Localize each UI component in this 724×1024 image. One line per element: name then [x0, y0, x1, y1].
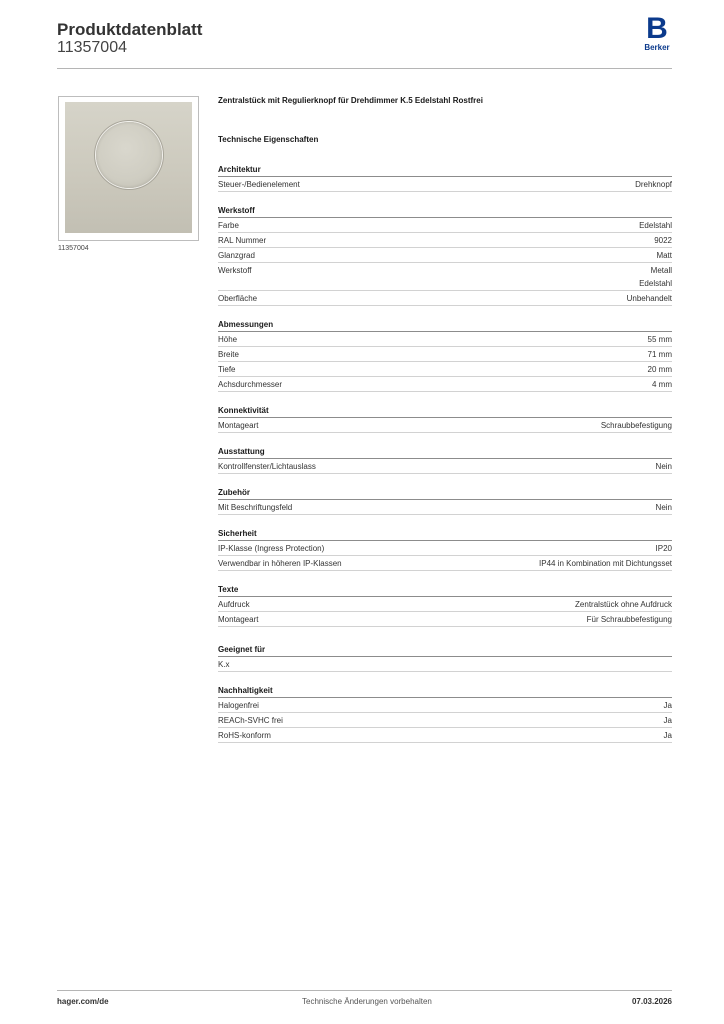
property-label: RoHS-konform	[218, 731, 271, 740]
property-value: Drehknopf	[635, 180, 672, 189]
product-details	[218, 96, 672, 753]
property-value: 9022	[654, 236, 672, 245]
property-row	[218, 177, 672, 192]
property-value: Ja	[663, 701, 672, 710]
property-row	[218, 377, 672, 392]
property-label: Werkstoff	[218, 266, 252, 275]
section-9	[218, 682, 672, 743]
property-row	[218, 541, 672, 556]
property-row	[218, 248, 672, 263]
property-label: Steuer-/Bedienelement	[218, 180, 300, 189]
property-row	[218, 556, 672, 571]
property-row	[218, 500, 672, 515]
property-label: Montageart	[218, 421, 259, 430]
article-number: 11357004	[57, 39, 127, 56]
property-row	[218, 233, 672, 248]
property-label: K.x	[218, 660, 230, 669]
property-value: Ja	[663, 716, 672, 725]
section-heading: Geeignet für	[218, 641, 672, 657]
section-heading: Konnektivität	[218, 402, 672, 418]
section-7	[218, 581, 672, 627]
footer-website[interactable]: hager.com/de	[57, 997, 109, 1006]
property-value: 20 mm	[647, 365, 672, 374]
property-label: Halogenfrei	[218, 701, 259, 710]
technical-properties-title: Technische Eigenschaften	[218, 135, 319, 144]
section-heading: Nachhaltigkeit	[218, 682, 672, 698]
property-value: Nein	[655, 462, 672, 471]
property-value: Ja	[663, 731, 672, 740]
property-label: Tiefe	[218, 365, 236, 374]
property-row	[218, 218, 672, 233]
property-label: Kontrollfenster/Lichtauslass	[218, 462, 316, 471]
property-value: Edelstahl	[639, 221, 672, 230]
property-value: IP20	[655, 544, 672, 553]
section-5	[218, 484, 672, 515]
property-row	[218, 698, 672, 713]
property-row	[218, 332, 672, 347]
property-value: IP44 in Kombination mit Dichtungsset	[539, 559, 672, 568]
section-2	[218, 316, 672, 392]
property-row	[218, 459, 672, 474]
property-label: REACh-SVHC frei	[218, 716, 283, 725]
section-0	[218, 161, 672, 192]
property-value: 4 mm	[652, 380, 672, 389]
section-1	[218, 202, 672, 306]
property-label: RAL Nummer	[218, 236, 267, 245]
footer-date: 07.03.2026	[631, 997, 672, 1006]
property-value: Matt	[656, 251, 672, 260]
property-label: IP-Klasse (Ingress Protection)	[218, 544, 325, 553]
property-row	[218, 263, 672, 291]
section-heading: Ausstattung	[218, 443, 672, 459]
section-3	[218, 402, 672, 433]
section-4	[218, 443, 672, 474]
property-row	[218, 347, 672, 362]
cover-plate	[65, 102, 192, 233]
section-heading: Architektur	[218, 161, 672, 177]
property-label: Oberfläche	[218, 294, 258, 303]
property-value: Nein	[655, 503, 672, 512]
section-heading: Texte	[218, 581, 672, 597]
property-label: Aufdruck	[218, 600, 250, 609]
property-label: Farbe	[218, 221, 239, 230]
property-value: Metall Edelstahl	[639, 266, 672, 288]
footer-divider	[57, 990, 672, 991]
property-label: Höhe	[218, 335, 238, 344]
property-label: Mit Beschriftungsfeld	[218, 503, 293, 512]
section-8	[218, 641, 672, 672]
property-row	[218, 418, 672, 433]
property-value: Unbehandelt	[626, 294, 672, 303]
property-row	[218, 597, 672, 612]
property-label: Glanzgrad	[218, 251, 255, 260]
image-caption: 11357004	[58, 245, 89, 252]
property-row	[218, 728, 672, 743]
property-label: Montageart	[218, 615, 259, 624]
footer-notice: Technische Änderungen vorbehalten	[302, 997, 432, 1006]
property-value: Zentralstück ohne Aufdruck	[575, 600, 672, 609]
property-row	[218, 291, 672, 306]
property-row	[218, 612, 672, 627]
section-heading: Werkstoff	[218, 202, 672, 218]
section-heading: Zubehör	[218, 484, 672, 500]
property-row	[218, 713, 672, 728]
property-value: Schraubbefestigung	[600, 421, 672, 430]
product-title: Zentralstück mit Regulierknopf für Drehdimmer K.5 Edelstahl Rostfrei	[218, 96, 483, 105]
property-label: Verwendbar in höheren IP-Klassen	[218, 559, 342, 568]
property-value: Für Schraubbefestigung	[586, 615, 672, 624]
section-heading: Sicherheit	[218, 525, 672, 541]
property-row	[218, 657, 672, 672]
property-value: 55 mm	[647, 335, 672, 344]
dimmer-knob	[96, 122, 162, 188]
header-divider	[57, 68, 672, 69]
section-6	[218, 525, 672, 571]
logo-letter: B	[646, 12, 668, 45]
property-value: 71 mm	[647, 350, 672, 359]
property-sections	[218, 161, 672, 743]
page-title: Produktdatenblatt	[57, 20, 203, 39]
property-label: Breite	[218, 350, 239, 359]
property-row	[218, 362, 672, 377]
section-heading: Abmessungen	[218, 316, 672, 332]
berker-logo	[640, 12, 674, 52]
product-image	[58, 96, 199, 241]
logo-text: Berker	[644, 43, 670, 52]
property-label: Achsdurchmesser	[218, 380, 283, 389]
